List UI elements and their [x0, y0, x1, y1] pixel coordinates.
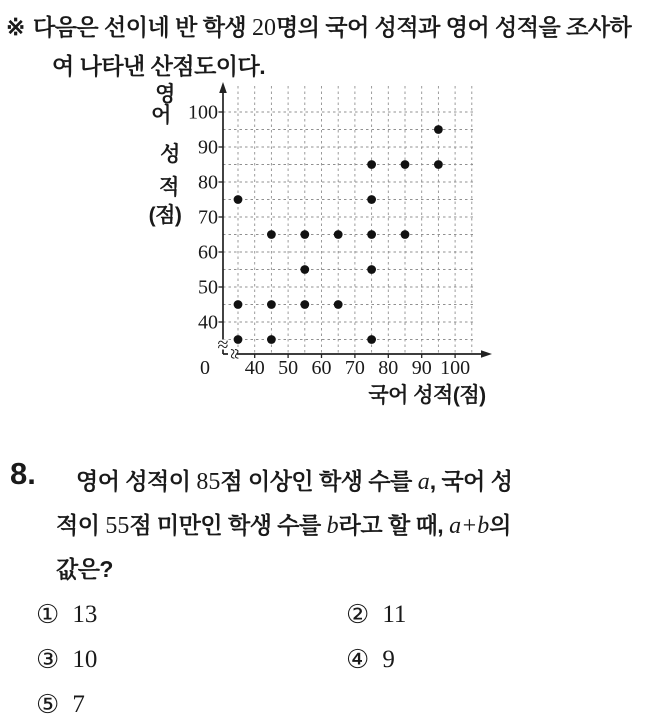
data-point — [300, 230, 309, 239]
data-point — [434, 160, 443, 169]
tick-labels — [188, 102, 470, 380]
english-threshold: 85 — [196, 469, 221, 495]
data-point — [300, 265, 309, 274]
choice-3-value: 10 — [72, 645, 98, 673]
question-line-3: 값은? — [56, 556, 113, 582]
x-tick-label: 40 — [244, 357, 265, 379]
variable-b: b — [326, 513, 339, 539]
choice-4-value: 9 — [382, 645, 395, 673]
choice-3-circle-icon: ③ — [36, 644, 60, 675]
y-axis-arrow-icon — [219, 82, 227, 93]
y-axis-title-char: 성 — [160, 143, 180, 166]
data-point — [367, 195, 376, 204]
data-point — [401, 230, 410, 239]
data-point — [267, 335, 276, 344]
choice-4[interactable] — [346, 646, 636, 674]
y-axis-title-char: 적 — [159, 176, 179, 199]
y-axis-break-icon: ≈ — [217, 334, 229, 356]
data-point — [367, 265, 376, 274]
data-point — [267, 230, 276, 239]
reference-mark-icon: ※ — [6, 14, 25, 40]
y-tick-label: 40 — [198, 311, 218, 334]
question-number: 8. — [10, 456, 36, 491]
question-text — [56, 460, 660, 591]
question-text-segment: 점 이상인 학생 수를 — [220, 468, 418, 494]
choice-5[interactable] — [36, 691, 346, 719]
choice-2[interactable] — [346, 601, 636, 629]
choice-5-value: 7 — [72, 690, 85, 718]
y-axis-title-char: 어 — [151, 104, 171, 127]
choice-5-circle-icon: ⑤ — [36, 689, 60, 720]
y-tick-label: 80 — [198, 171, 218, 194]
y-tick-label: 50 — [198, 276, 218, 299]
data-point — [234, 335, 243, 344]
data-point — [267, 300, 276, 309]
intro-line-2: 여 나타낸 산점도이다. — [52, 53, 266, 79]
scatter-plot — [145, 82, 505, 417]
y-tick-label: 70 — [198, 206, 218, 229]
x-tick-label: 90 — [411, 357, 432, 379]
data-point — [234, 195, 243, 204]
x-tick-label: 100 — [440, 357, 471, 379]
x-tick-label: 70 — [344, 357, 365, 379]
question-line-2 — [56, 504, 660, 548]
scatter-plot-figure — [145, 82, 505, 417]
x-axis-break-icon: ≈ — [223, 348, 245, 360]
choice-3[interactable] — [36, 646, 346, 674]
x-tick-label: 80 — [378, 357, 399, 379]
data-point — [367, 160, 376, 169]
data-point — [334, 300, 343, 309]
choice-1-value: 13 — [72, 600, 98, 628]
y-tick-label: 100 — [188, 101, 218, 124]
origin-label: 0 — [200, 357, 210, 379]
korean-threshold: 55 — [105, 513, 130, 539]
question-text-segment: 영어 성적이 — [76, 468, 197, 494]
intro-text: 다음은 선이네 반 학생 — [33, 14, 253, 40]
choice-1-circle-icon: ① — [36, 599, 60, 630]
intro-text: 명의 국어 성적과 영어 성적을 조사하 — [276, 14, 632, 40]
expression-a-plus-b: a+b — [449, 513, 490, 539]
x-tick-label: 60 — [311, 357, 332, 379]
question-text-segment: 의 — [489, 512, 511, 538]
data-point — [334, 230, 343, 239]
choice-1[interactable] — [36, 601, 346, 629]
question-text-segment: , 국어 성 — [429, 468, 513, 494]
y-tick-label: 60 — [198, 241, 218, 264]
question-text-segment: 점 미만인 학생 수를 — [129, 512, 327, 538]
intro-line-1 — [6, 8, 664, 47]
data-point — [300, 300, 309, 309]
question-text-segment: 라고 할 때, — [338, 512, 450, 538]
data-point — [401, 160, 410, 169]
x-tick-label: 50 — [278, 357, 299, 379]
data-point — [234, 300, 243, 309]
choice-2-value: 11 — [382, 600, 407, 628]
y-axis-title-char: 영 — [155, 83, 175, 106]
question-text-segment: 적이 — [56, 512, 106, 538]
variable-a: a — [417, 469, 430, 495]
question-line-1 — [56, 460, 660, 504]
x-axis-arrow-icon — [481, 350, 492, 358]
x-axis-title: 국어 성적(점) — [368, 384, 486, 407]
y-axis-title — [149, 82, 182, 227]
problem-intro — [6, 8, 664, 85]
y-tick-label: 90 — [198, 136, 218, 159]
answer-choices — [36, 592, 636, 727]
data-point — [367, 230, 376, 239]
y-axis-title-char: (점) — [148, 204, 182, 227]
student-count: 20 — [252, 15, 277, 41]
choice-2-circle-icon: ② — [346, 599, 370, 630]
data-point — [367, 335, 376, 344]
choice-4-circle-icon: ④ — [346, 644, 370, 675]
data-point — [434, 125, 443, 134]
